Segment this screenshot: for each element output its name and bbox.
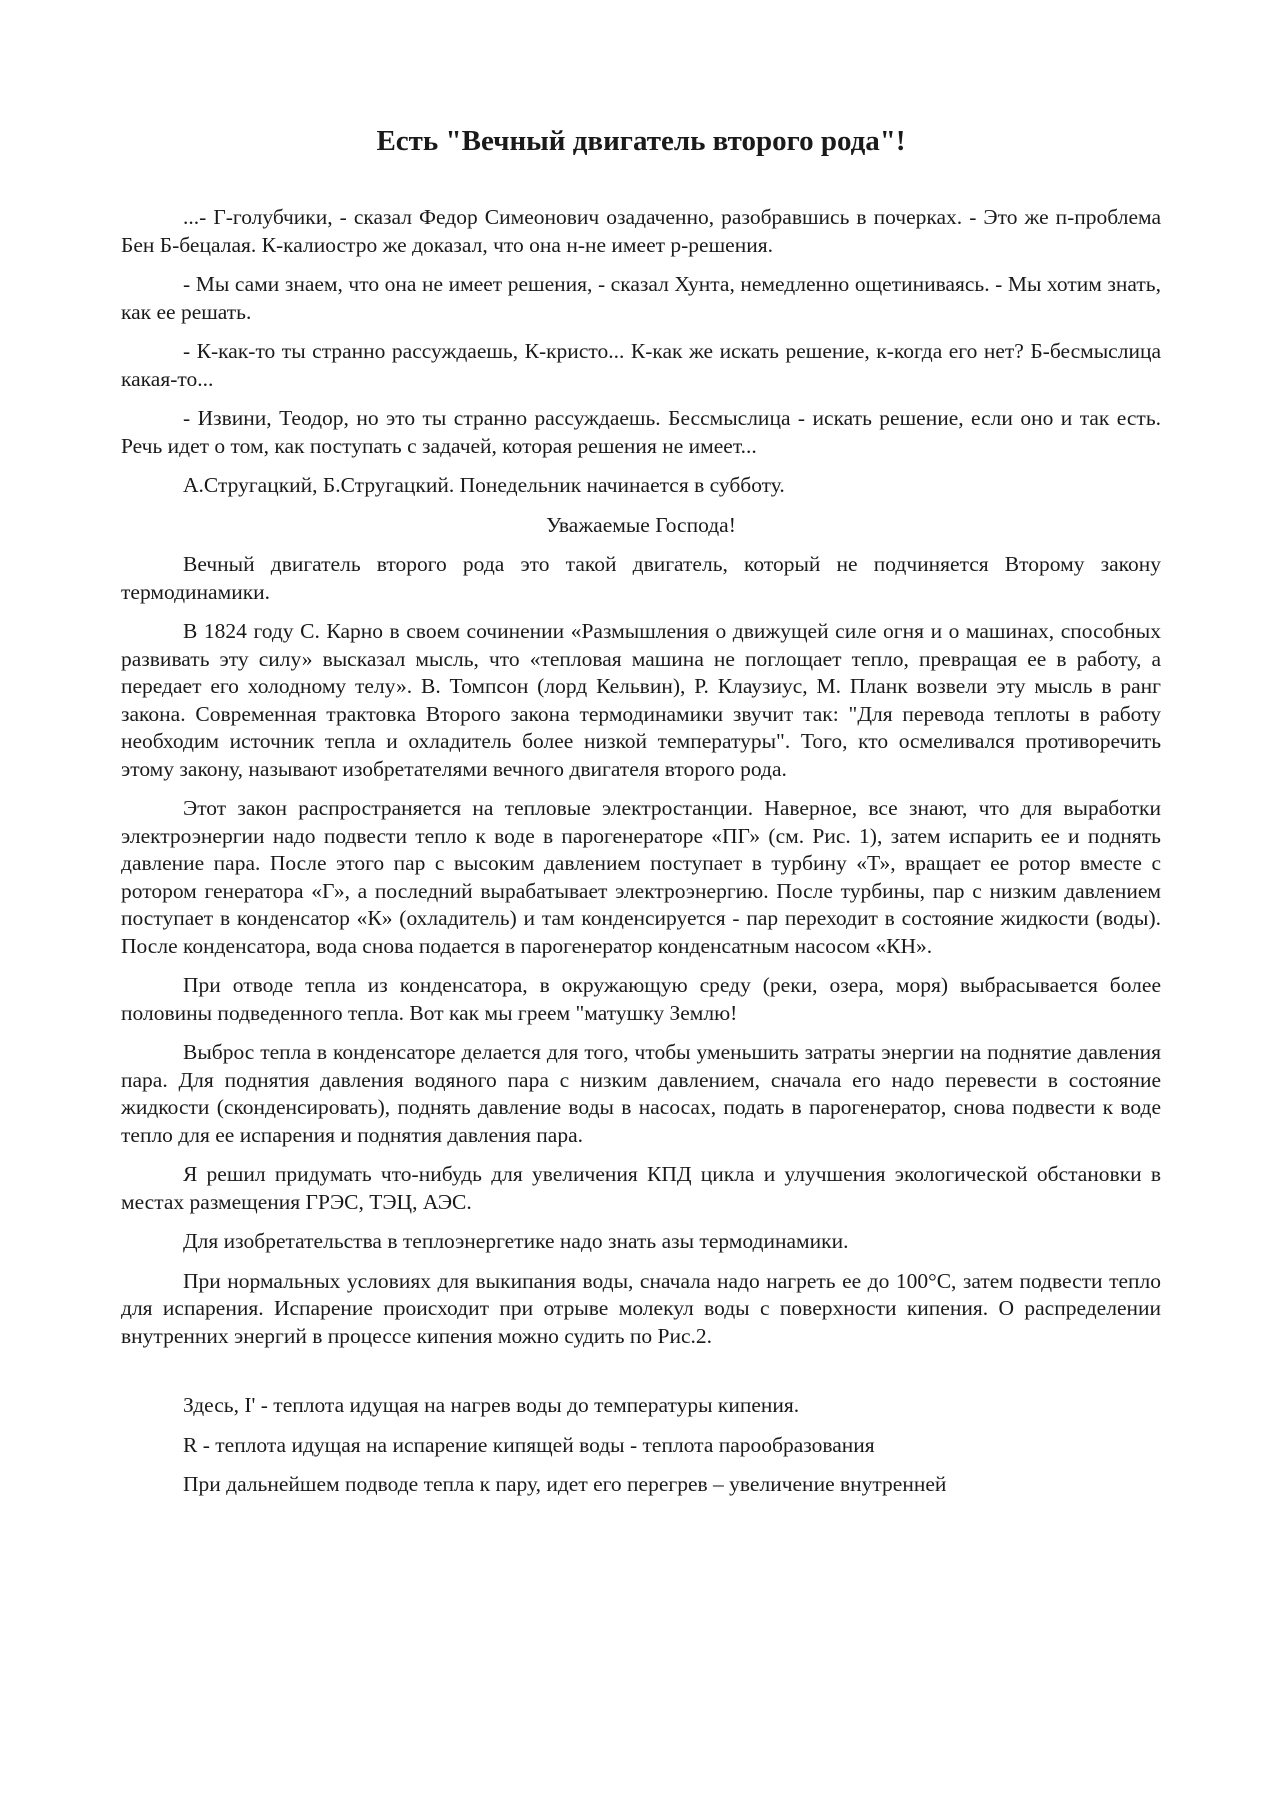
document-title: Есть "Вечный двигатель второго рода"!: [376, 125, 906, 157]
body-paragraph: Вечный двигатель второго рода это такой двигатель, который не подчиняется Второму закону термодинамики.: [121, 552, 1161, 604]
document-page: [121, 0, 1161, 1511]
body-paragraph: Я решил придумать что-нибудь для увеличения КПД цикла и улучшения экологической обстановки в местах размещения ГРЭС, ТЭЦ, АЭС.: [121, 1162, 1161, 1214]
body-paragraph: При нормальных условиях для выкипания воды, сначала надо нагреть ее до 100°С, затем подвести тепло для испарения. Испарение происходит при отрыве молекул воды с поверхности кипения. О распределении внутренних энергий в процессе кипения можно судить по Рис.2.: [121, 1268, 1161, 1348]
body-paragraph: R - теплота идущая на испарение кипящей воды - теплота парообразования: [183, 1432, 875, 1457]
body-paragraph: В 1824 году С. Карно в своем сочинении «Размышления о движущей силе огня и о машинах, способных развивать эту силу» высказал мысль, что «тепловая машина не поглощает тепло, превращая ее в работу, а передает его холодному телу». В. Томпсон (лорд Кельвин), Р. Клаузиус, М. Планк возвели эту мысль в ранг закона. Современная трактовка Второго закона термодинамики звучит так: "Для перевода теплоты в работу необходим источник тепла и охладитель более низкой температуры". Того, кто осмеливался противоречить этому закону, называют изобретателями вечного двигателя второго рода.: [121, 619, 1161, 781]
body-paragraph: При отводе тепла из конденсатора, в окружающую среду (реки, озера, моря) выбрасывается более половины подведенного тепла. Вот как мы греем "матушку Землю!: [121, 973, 1161, 1025]
body-paragraph: Для изобретательства в теплоэнергетике надо знать азы термодинамики.: [183, 1229, 849, 1253]
document-body: [121, 204, 1161, 1499]
body-paragraph: ...- Г-голубчики, - сказал Федор Симеонович озадаченно, разобравшись в почерках. - Это же п-проблема Бен Б-бецалая. К-калиостро же доказал, что она н-не имеет р-решения.: [121, 205, 1161, 257]
body-paragraph: - К-как-то ты странно рассуждаешь, К-кристо... К-как же искать решение, к-когда его нет? Б-бесмыслица какая-то...: [121, 339, 1161, 391]
body-paragraph: Этот закон распространяется на тепловые электростанции. Наверное, все знают, что для выработки электроэнергии надо подвести тепло к воде в парогенераторе «ПГ» (см. Рис. 1), затем испарить ее и поднять давление пара. После этого пар с высоким давлением поступает в турбину «Т», вращает ее ротор вместе с ротором генератора «Г», а последний вырабатывает электроэнергию. После турбины, пар с низким давлением поступает в конденсатор «К» (охладитель) и там конденсируется - пар переходит в состояние жидкости (воды). После конденсатора, вода снова подается в парогенератор конденсатным насосом «КН».: [121, 796, 1161, 958]
salutation-paragraph: Уважаемые Господа!: [546, 512, 736, 537]
body-paragraph: - Извини, Теодор, но это ты странно рассуждаешь. Бессмыслица - искать решение, если оно и так есть. Речь идет о том, как поступать с задачей, которая решения не имеет...: [121, 406, 1161, 458]
body-paragraph: А.Стругацкий, Б.Стругацкий. Понедельник начинается в субботу.: [183, 473, 785, 497]
body-paragraph: При дальнейшем подводе тепла к пару, идет его перегрев – увеличение внутренней: [183, 1472, 947, 1496]
body-paragraph: Выброс тепла в конденсаторе делается для того, чтобы уменьшить затраты энергии на поднятие давления пара. Для поднятия давления водяного пара с низким давлением, сначала его надо перевести в состояние жидкости (сконденсировать), поднять давление воды в насосах, подать в парогенератор, снова подвести к воде тепло для ее испарения и поднятия давления пара.: [121, 1040, 1161, 1147]
body-paragraph: - Мы сами знаем, что она не имеет решения, - сказал Хунта, немедленно ощетиниваясь. - Мы хотим знать, как ее решать.: [121, 272, 1161, 324]
body-paragraph: Здесь, I' - теплота идущая на нагрев воды до температуры кипения.: [183, 1393, 800, 1417]
